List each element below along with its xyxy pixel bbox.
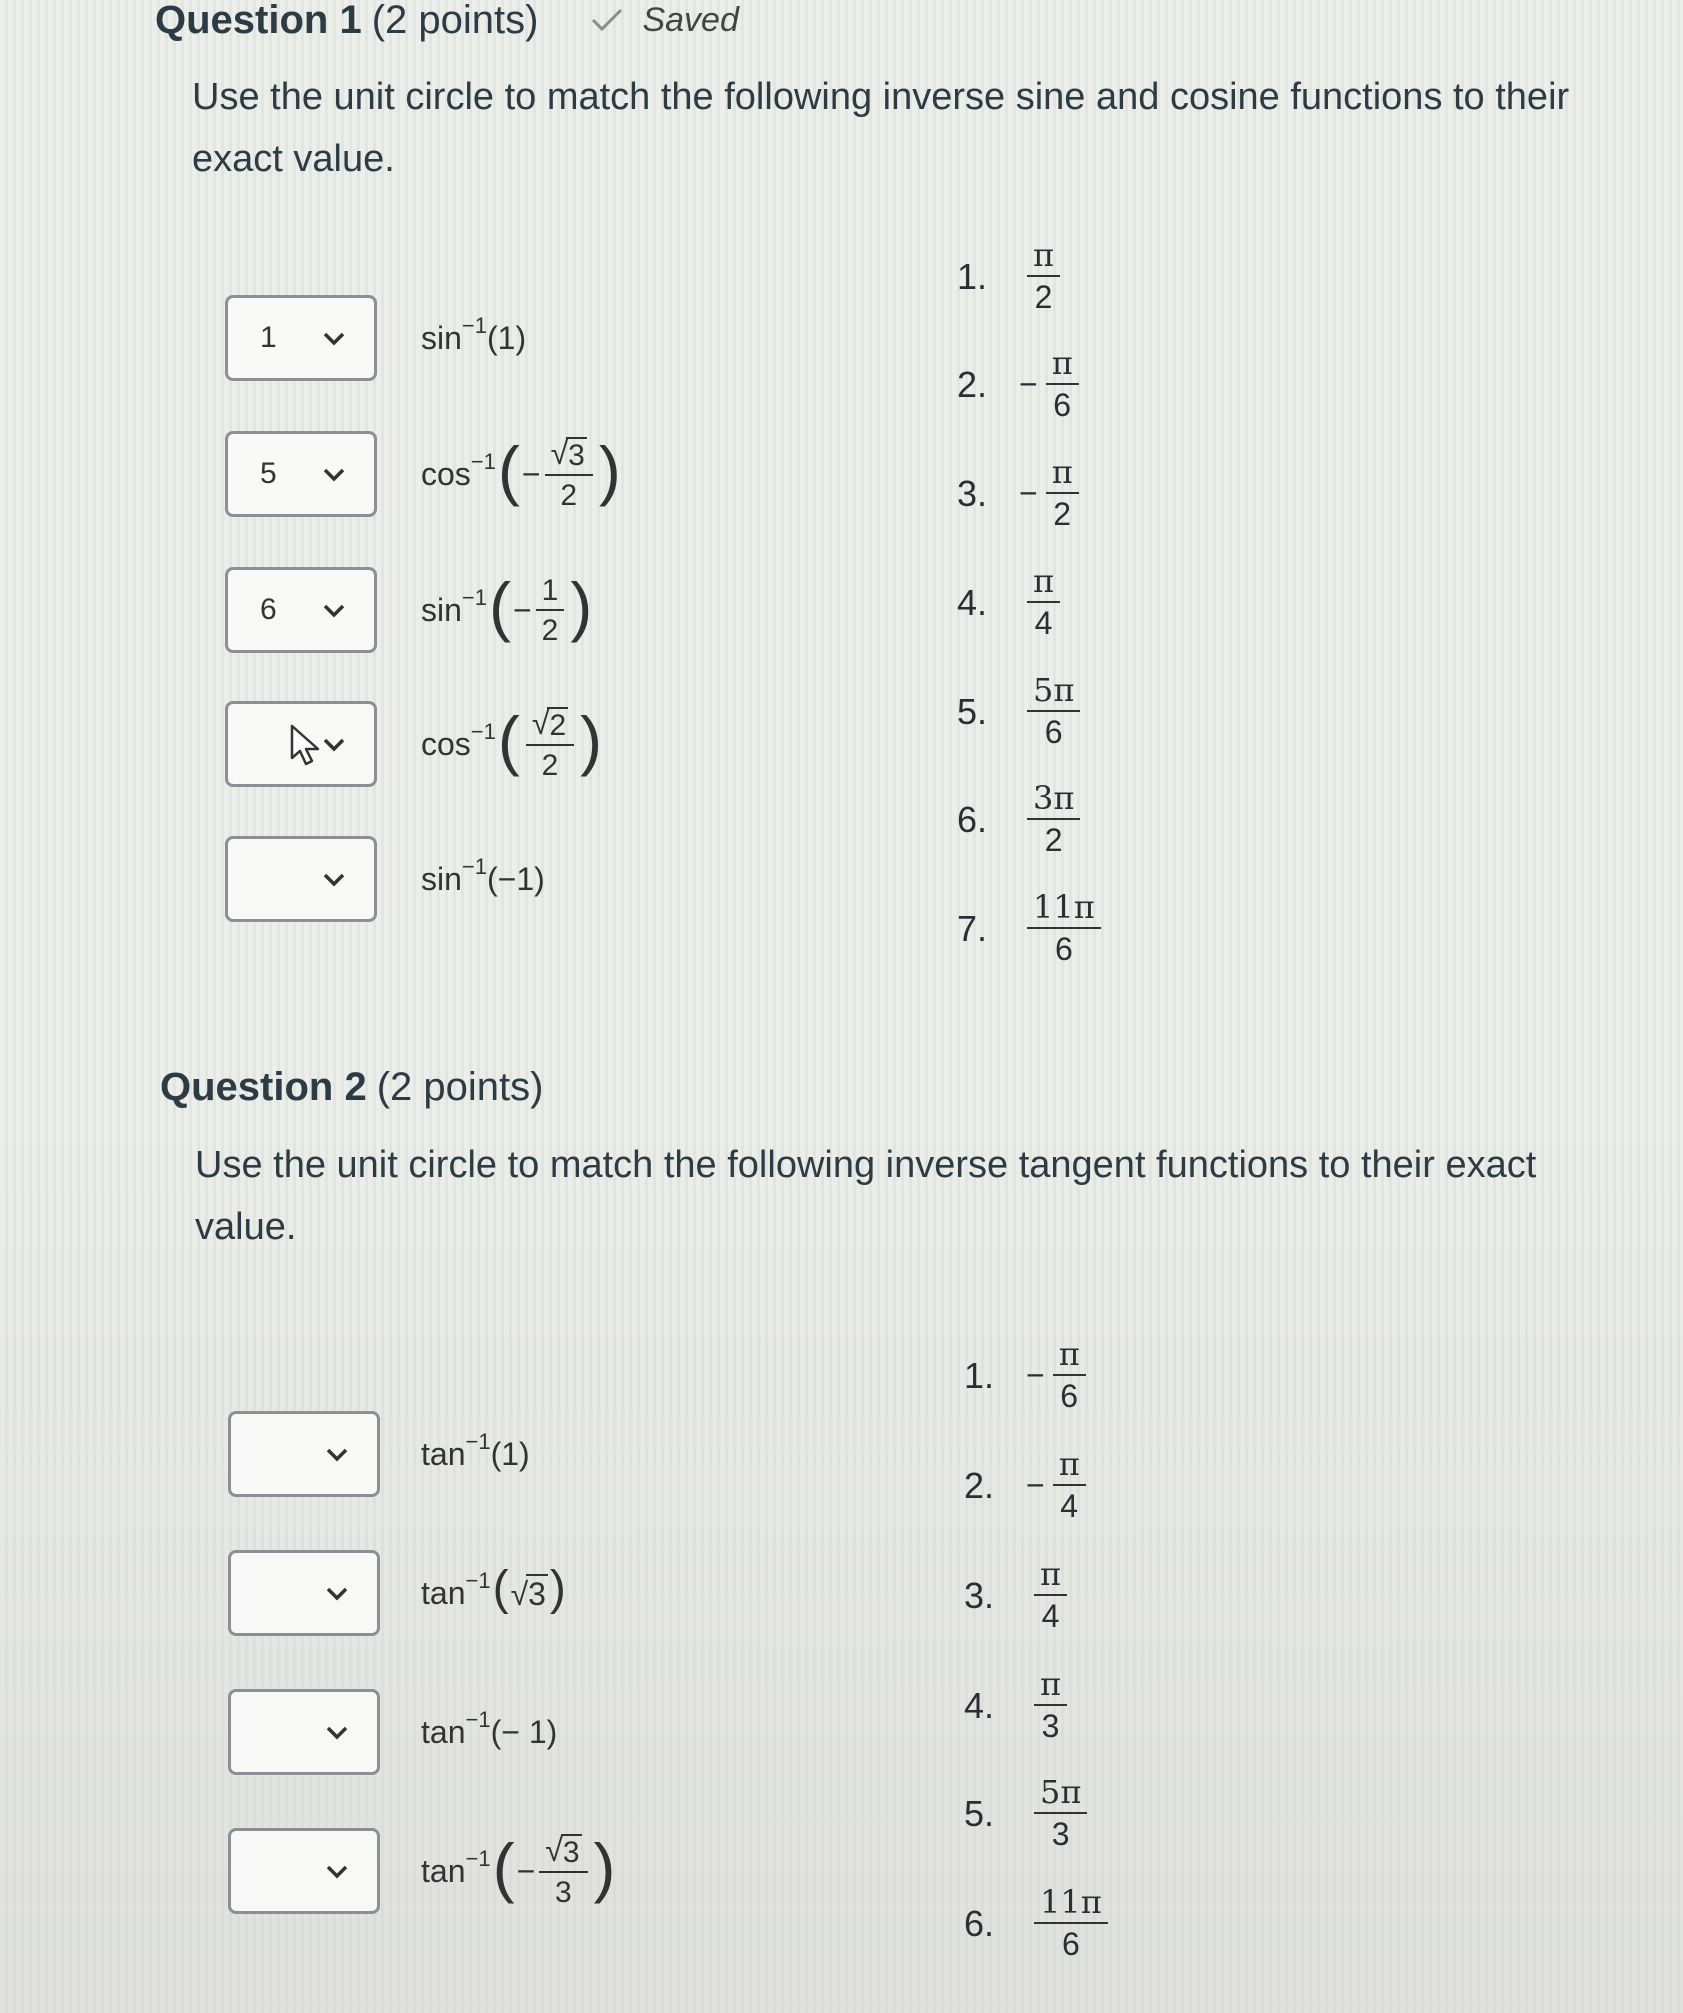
selected-value: 1 <box>260 321 277 354</box>
mouse-pointer-icon <box>288 724 324 768</box>
chevron-down-icon <box>324 1584 350 1604</box>
match-row <box>225 295 527 381</box>
answer-option: 6. $\frac{3\pi}{2}$ <box>957 781 1084 858</box>
chevron-down-icon <box>324 1862 350 1882</box>
question-title: Question 2 <box>160 1065 367 1109</box>
question-points: (2 points) <box>371 0 539 42</box>
chevron-down-icon <box>321 735 347 755</box>
answer-select[interactable] <box>228 1411 380 1497</box>
function-expression: tan $^{-1}$ (1) <box>421 1429 530 1472</box>
chevron-down-icon <box>324 1445 350 1465</box>
question-title: Question 1 <box>155 0 362 42</box>
question-prompt: Use the unit circle to match the following inverse tangent functions to their exact value. <box>195 1144 1537 1248</box>
answer-select[interactable] <box>228 1550 380 1636</box>
function-expression: sin $^{-1}$ (1) <box>421 313 527 356</box>
question-points: (2 points) <box>376 1065 544 1109</box>
function-expression: sin $^{-1}$ (−1) <box>421 854 545 897</box>
saved-label: Saved <box>642 0 739 39</box>
chevron-down-icon <box>321 329 347 349</box>
answer-option: 2. − $\frac{\pi}{6}$ <box>957 346 1083 423</box>
answer-option: 4. $\frac{\pi}{4}$ <box>957 564 1064 641</box>
saved-status <box>590 1 738 40</box>
answer-option: 6. $\frac{11\pi}{6}$ <box>964 1885 1112 1962</box>
match-row <box>228 1689 558 1775</box>
function-expression: sin $^{-1}$ ( − $\frac{1}{2}$ ) <box>421 569 593 647</box>
chevron-down-icon <box>321 870 347 890</box>
match-row <box>228 1411 530 1497</box>
match-row <box>228 1828 616 1914</box>
function-expression: tan $^{-1}$ ( − √ 3 3 ) <box>421 1830 616 1909</box>
answer-select[interactable] <box>225 431 377 517</box>
function-expression: cos $^{-1}$ ( − √ 3 2 ) <box>421 433 621 512</box>
function-expression: cos $^{-1}$ ( √ 2 2 ) <box>421 703 603 782</box>
answer-option: 2. − $\frac{\pi}{4}$ <box>964 1447 1090 1524</box>
match-row <box>228 1550 566 1636</box>
answer-select[interactable] <box>225 701 377 787</box>
chevron-down-icon <box>321 465 347 485</box>
question-prompt: Use the unit circle to match the following inverse sine and cosine functions to their exact value. <box>192 76 1570 180</box>
selected-value: 6 <box>260 593 277 626</box>
answer-select[interactable] <box>228 1689 380 1775</box>
answer-option: 5. $\frac{5\pi}{3}$ <box>964 1775 1091 1852</box>
answer-option: 1. $\frac{\pi}{2}$ <box>957 238 1064 315</box>
answer-option: 4. $\frac{\pi}{3}$ <box>964 1667 1071 1744</box>
selected-value: 5 <box>260 457 277 490</box>
answer-select[interactable] <box>225 567 377 653</box>
question-1-header <box>155 0 739 43</box>
match-row <box>225 836 545 922</box>
answer-select[interactable] <box>228 1828 380 1914</box>
match-row <box>225 567 593 653</box>
answer-option: 3. − $\frac{\pi}{2}$ <box>957 455 1083 532</box>
answer-option: 1. − $\frac{\pi}{6}$ <box>964 1337 1090 1414</box>
match-row <box>225 701 603 787</box>
chevron-down-icon <box>324 1723 350 1743</box>
answer-option: 7. $\frac{11\pi}{6}$ <box>957 890 1105 967</box>
chevron-down-icon <box>321 601 347 621</box>
answer-option: 5. $\frac{5\pi}{6}$ <box>957 673 1084 750</box>
answer-select[interactable] <box>225 836 377 922</box>
answer-select[interactable] <box>225 295 377 381</box>
match-row <box>225 431 621 517</box>
function-expression: tan $^{-1}$ ( √ 3 ) <box>421 1562 566 1615</box>
function-expression: tan $^{-1}$ (− 1) <box>421 1707 558 1750</box>
question-2-header <box>160 1065 543 1110</box>
answer-option: 3. $\frac{\pi}{4}$ <box>964 1557 1071 1634</box>
check-icon <box>590 7 624 33</box>
